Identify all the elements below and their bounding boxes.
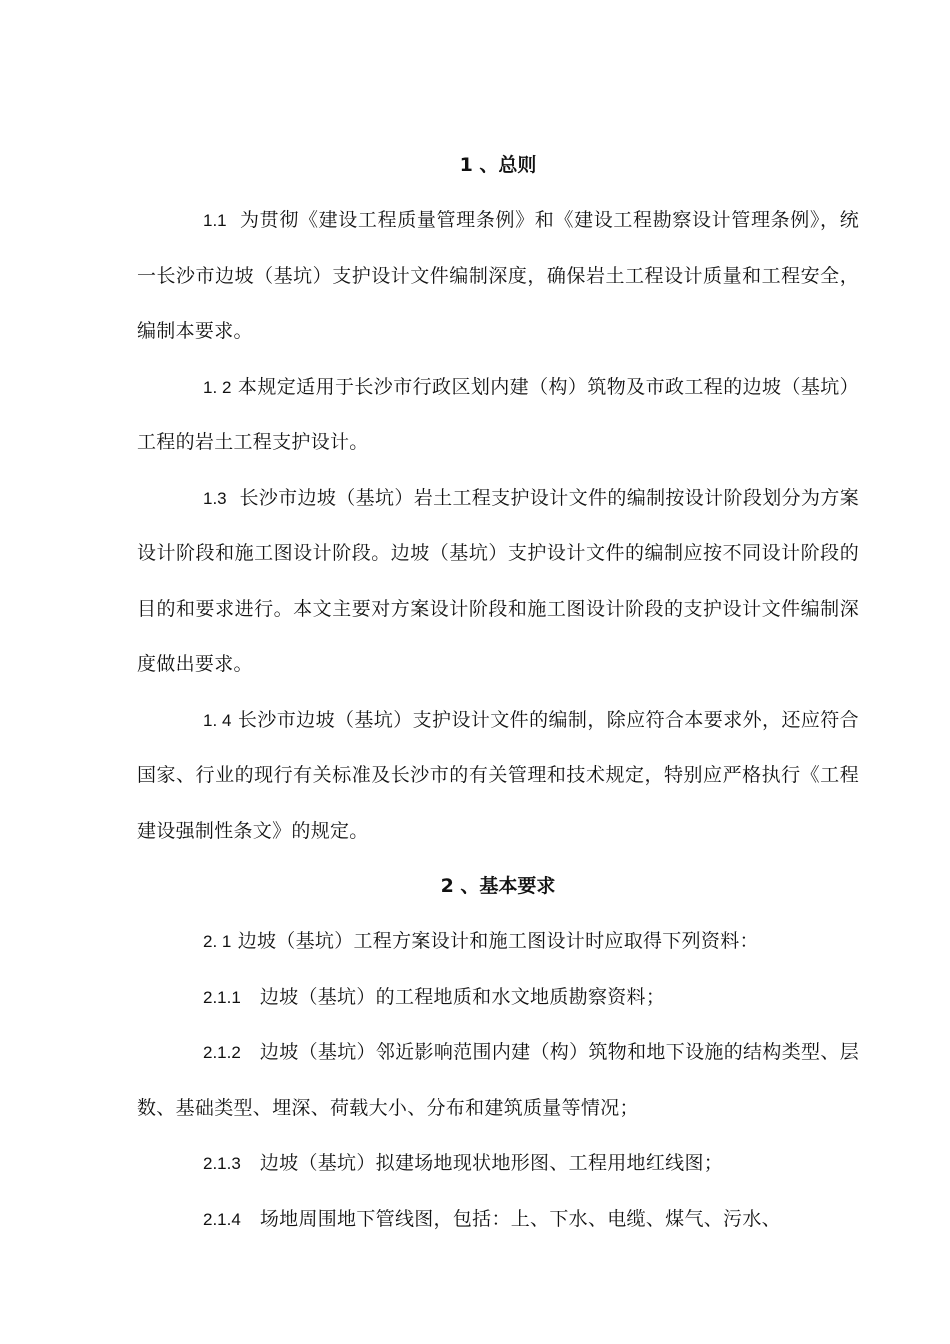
clause-1-4	[137, 693, 859, 860]
clause-2-1-3	[137, 1136, 859, 1192]
clause-text: 边坡（基坑）邻近影响范围内建（构）筑物和地下设施的结构类型、层数、基础类型、埋深、荷载大小、分布和建筑质量等情况；	[137, 1041, 859, 1119]
document-page	[137, 138, 859, 1247]
clause-text: 边坡（基坑）拟建场地现状地形图、工程用地红线图；	[259, 1152, 724, 1174]
clause-number: 1. 4	[203, 710, 232, 730]
clause-number: 2. 1	[203, 932, 232, 951]
clause-text: 长沙市边坡（基坑）支护设计文件的编制，除应符合本要求外，还应符合国家、行业的现行有关标准及长沙市的有关管理和技术规定，特别应严格执行《工程建设强制性条文》的规定。	[137, 708, 859, 842]
clause-2-1	[137, 914, 859, 970]
clause-2-1-4	[137, 1192, 859, 1248]
clause-text: 长沙市边坡（基坑）岩土工程支护设计文件的编制按设计阶段划分为方案设计阶段和施工图设计阶段。边坡（基坑）支护设计文件的编制应按不同设计阶段的目的和要求进行。本文主要对方案设计阶段和施工图设计阶段的支护设计文件编制深度做出要求。	[137, 486, 859, 675]
section-heading-general: 1 、总则	[459, 154, 537, 176]
clause-number: 1. 2	[203, 377, 232, 397]
clause-number: 2.1.3	[203, 1154, 241, 1173]
clause-text: 边坡（基坑）的工程地质和水文地质勘察资料；	[259, 985, 666, 1008]
clause-text: 为贯彻《建设工程质量管理条例》和《建设工程勘察设计管理条例》，统一长沙市边坡（基坑）支护设计文件编制深度，确保岩土工程设计质量和工程安全，编制本要求。	[137, 209, 859, 342]
clause-1-1	[137, 193, 859, 360]
clause-number: 2.1.1	[203, 987, 241, 1007]
clause-1-2	[137, 360, 859, 471]
clause-2-1-2	[137, 1025, 859, 1136]
clause-number: 1.3	[203, 488, 227, 508]
clause-2-1-1	[137, 970, 859, 1026]
clause-text: 本规定适用于长沙市行政区划内建（构）筑物及市政工程的边坡（基坑）工程的岩土工程支护设计。	[137, 375, 859, 453]
clause-number: 1.1	[203, 211, 227, 230]
clause-text: 边坡（基坑）工程方案设计和施工图设计时应取得下列资料：	[237, 930, 759, 952]
clause-text: 场地周围地下管线图，包括：上、下水、电缆、煤气、污水、	[259, 1207, 781, 1230]
section-heading-basic-requirements: 2 、基本要求	[440, 875, 556, 897]
clause-1-3	[137, 471, 859, 693]
clause-number: 2.1.4	[203, 1209, 241, 1229]
clause-number: 2.1.2	[203, 1043, 241, 1062]
